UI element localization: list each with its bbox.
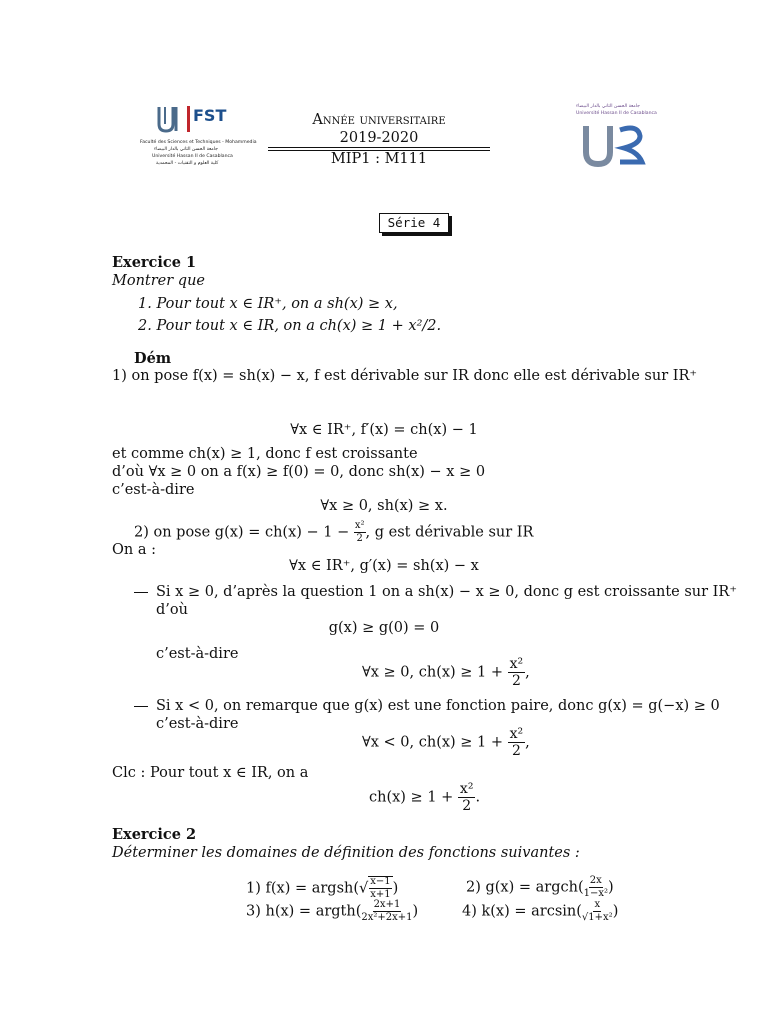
equation-3: ∀x ∈ IR⁺, g′(x) = sh(x) − x: [289, 558, 479, 574]
function-4: 4) k(x) = arcsin( $\frac{x}{\text{√1+x²}}$ ): [462, 899, 619, 923]
right-logo-line-1: جامعة الحسن الثاني بالدار البيضاء: [576, 104, 641, 109]
sqrt-sign-icon: √: [359, 880, 369, 897]
course-code: MIP1 : M111: [330, 151, 428, 167]
logo-line-3: Université Hassan II de Casablanca: [152, 154, 233, 159]
frac-x2-over-2: $\frac{\text{x²}}{2}$: [459, 781, 474, 814]
logo-red-bar: [187, 106, 190, 132]
cad-1: c’est-à-dire: [156, 646, 239, 662]
frac-f2: $\frac{2x}{\text{1−x²}}$: [583, 875, 608, 899]
equation-6: ∀x < 0, ch(x) ≥ 1 + $\frac{\text{x²}}{2}$ ,: [362, 726, 530, 759]
uh2c-large-mark-icon: [582, 122, 652, 172]
frac-x2-over-2: $\frac{\text{x²}}{2}$: [354, 520, 365, 544]
function-3: 3) h(x) = argth( $\frac{2x+1}{\text{2x²+2x+1}}$ ): [246, 899, 419, 923]
right-logo-line-2: Université Hassan II de Casablanca: [576, 111, 657, 116]
conclusion: Clc : Pour tout x ∈ IR, on a: [112, 765, 309, 781]
equation-1: ∀x ∈ IR⁺, f′(x) = ch(x) − 1: [290, 422, 478, 438]
frac-f4: $\frac{x}{\text{√1+x²}}$: [581, 899, 613, 923]
ex1-item-1: 1. Pour tout x ∈ IR⁺, on a sh(x) ≥ x,: [138, 296, 398, 312]
equation-7: ch(x) ≥ 1 + $\frac{\text{x²}}{2}$ .: [369, 781, 481, 814]
function-2: 2) g(x) = argch( $\frac{2x}{\text{1−x²}}$ ): [466, 875, 614, 899]
equation-5: ∀x ≥ 0, ch(x) ≥ 1 + $\frac{\text{x²}}{2}$ ,: [362, 656, 530, 689]
dem-p2: [134, 521, 533, 544]
dem-p2-end: , g est dérivable sur IR: [365, 524, 534, 541]
bullet-dash: [134, 592, 148, 593]
dem-line-1: et comme ch(x) ≥ 1, donc f est croissante: [112, 446, 418, 462]
ex2-intro: Déterminer les domaines de définition des fonctions suivantes :: [112, 845, 580, 861]
case-1: Si x ≥ 0, d’après la question 1 on a sh(x) − x ≥ 0, donc g est croissante sur IR⁺: [134, 583, 737, 601]
logo-line-2: جامعة الحسن الثاني بالدار البيضاء: [154, 147, 219, 152]
dem-line-2: d’où ∀x ≥ 0 on a f(x) ≥ f(0) = 0, donc sh(x) − x ≥ 0: [112, 464, 486, 480]
ex1-intro: Montrer que: [112, 273, 205, 289]
cad-2: c’est-à-dire: [156, 716, 239, 732]
dem-heading: Dém: [134, 350, 172, 367]
on-a: On a :: [112, 542, 156, 558]
serie-title: Série 4: [379, 213, 449, 233]
frac-x2-over-2: $\frac{\text{x²}}{2}$: [509, 726, 524, 759]
year-label: Année universitaire: [312, 112, 446, 128]
dem-p1: 1) on pose f(x) = sh(x) − x, f est dérivable sur IR donc elle est dérivable sur IR⁺: [112, 368, 698, 384]
function-1: 1) f(x) = argsh(√ $\frac{x-1}{x+1}$ ): [246, 876, 399, 900]
equation-2: ∀x ≥ 0, sh(x) ≥ x.: [320, 498, 448, 514]
logo-line-4: كلية العلوم و التقنيات - المحمدية: [156, 161, 219, 166]
uh2c-mark-icon: [156, 104, 186, 134]
fst-logo: [112, 100, 257, 180]
dou: d’où: [156, 602, 188, 618]
case-2: Si x < 0, on remarque que g(x) est une fonction paire, donc g(x) = g(−x) ≥ 0: [134, 697, 720, 715]
ex1-item-2: 2. Pour tout x ∈ IR, on a ch(x) ≥ 1 + x²/2.: [138, 318, 442, 334]
header-rule-top: [268, 147, 490, 148]
logo-line-1: Faculté des Sciences et Techniques - Mohammedia: [140, 140, 257, 145]
dem-p2-start: 2) on pose g(x) = ch(x) − 1 −: [134, 524, 354, 541]
frac-x2-over-2: $\frac{\text{x²}}{2}$: [509, 656, 524, 689]
fst-wordmark: FST: [193, 106, 227, 125]
dem-line-3: c’est-à-dire: [112, 482, 195, 498]
uh2c-logo: [576, 104, 658, 168]
ex1-title: Exercice 1: [112, 254, 197, 271]
equation-4: g(x) ≥ g(0) = 0: [328, 620, 440, 636]
frac-f1: $\frac{x-1}{x+1}$: [370, 876, 391, 900]
frac-f3: $\frac{2x+1}{\text{2x²+2x+1}}$: [361, 899, 413, 923]
ex2-title: Exercice 2: [112, 826, 197, 843]
bullet-dash: [134, 706, 148, 707]
academic-year: 2019-2020: [339, 130, 419, 146]
